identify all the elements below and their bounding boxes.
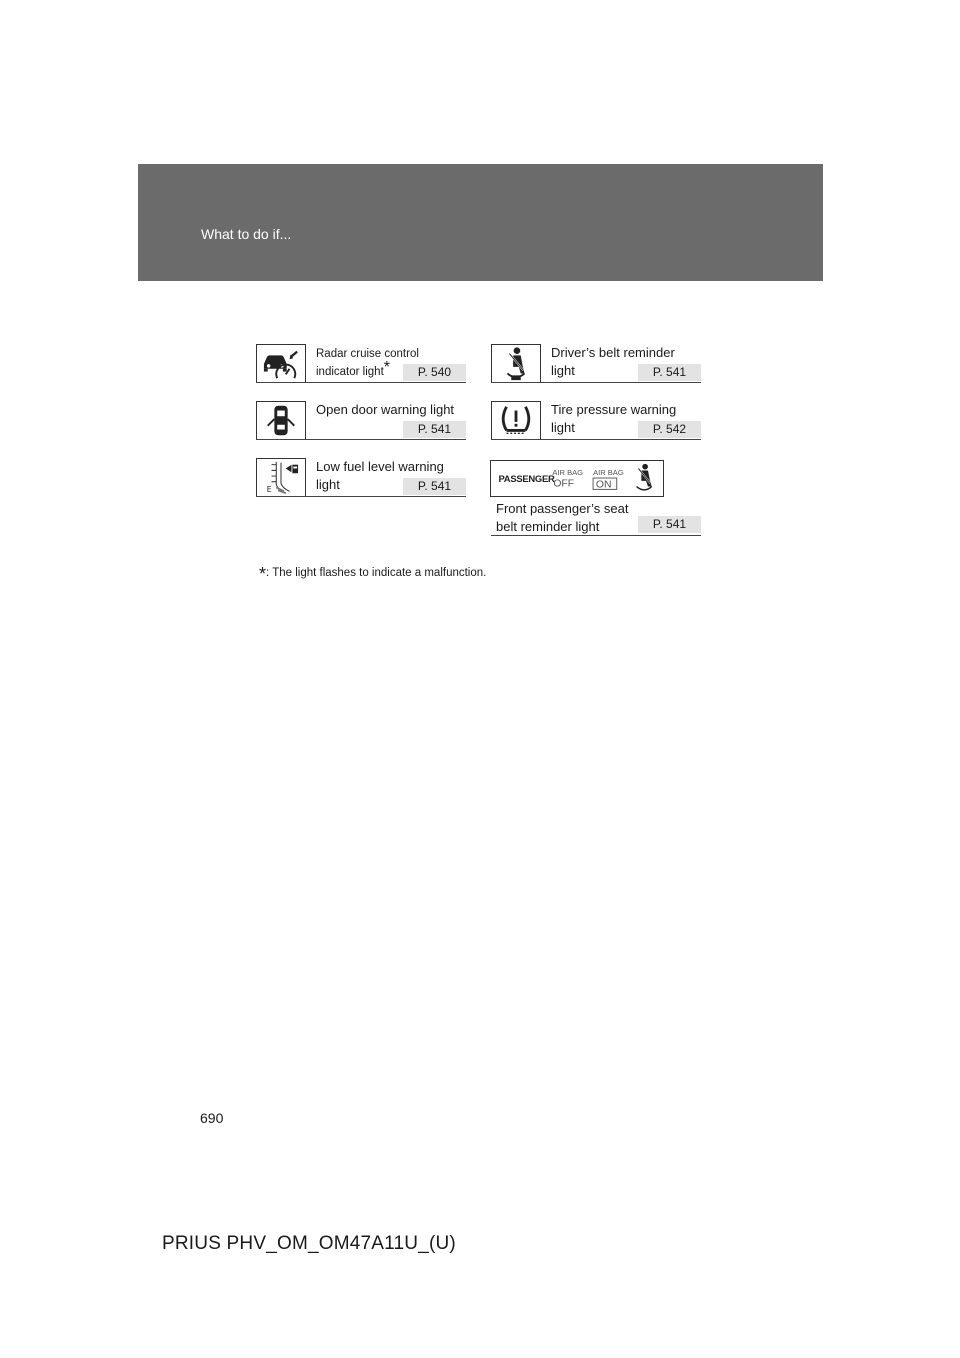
open-door-icon xyxy=(256,401,306,440)
section-title: What to do if... xyxy=(201,226,292,242)
drivers-belt-label: Driver’s belt reminder light xyxy=(551,345,675,378)
row-divider xyxy=(491,382,701,383)
row-divider xyxy=(256,496,466,497)
airbag-on-text: ON xyxy=(595,479,612,491)
airbag-on-caption: AIR BAG xyxy=(593,468,624,478)
page-number: 690 xyxy=(200,1110,224,1126)
tire-pressure-icon xyxy=(491,401,541,440)
open-door-page-ref[interactable]: P. 541 xyxy=(403,421,466,438)
tire-pressure-label: Tire pressure warning light xyxy=(551,402,677,435)
footnote-marker: * xyxy=(383,359,390,377)
row-divider xyxy=(491,535,701,536)
section-header xyxy=(138,164,823,281)
low-fuel-page-ref[interactable]: P. 541 xyxy=(403,478,466,495)
tire-pressure-page-ref[interactable]: P. 542 xyxy=(638,421,701,438)
row-divider xyxy=(256,382,466,383)
low-fuel-label: Low fuel level warning light xyxy=(316,459,444,492)
fuel-gauge-letter: E xyxy=(266,485,272,495)
footnote xyxy=(259,560,487,584)
fuel-gauge-icon xyxy=(256,458,306,497)
radar-cruise-icon xyxy=(256,344,306,383)
airbag-off-text: OFF xyxy=(553,478,575,490)
radar-cruise-label: Radar cruise control indicator light* xyxy=(316,348,419,378)
airbag-off-caption: AIR BAG xyxy=(552,468,584,478)
front-passenger-label: Front passenger’s seat belt reminder light xyxy=(496,501,629,534)
drivers-belt-page-ref[interactable]: P. 541 xyxy=(638,364,701,381)
passenger-airbag-panel-icon xyxy=(490,460,664,497)
passenger-panel-text: PASSENGER xyxy=(498,473,555,485)
front-passenger-page-ref[interactable]: P. 541 xyxy=(638,516,701,533)
radar-cruise-page-ref[interactable]: P. 540 xyxy=(403,364,466,381)
document-code: PRIUS PHV_OM_OM47A11U_(U) xyxy=(162,1233,456,1254)
row-divider xyxy=(491,439,701,440)
footnote-marker: * xyxy=(259,564,267,584)
row-divider xyxy=(256,439,466,440)
seatbelt-icon xyxy=(491,344,541,383)
footnote-text: : The light flashes to indicate a malfunction. xyxy=(266,567,487,579)
open-door-label: Open door warning light xyxy=(316,402,455,417)
